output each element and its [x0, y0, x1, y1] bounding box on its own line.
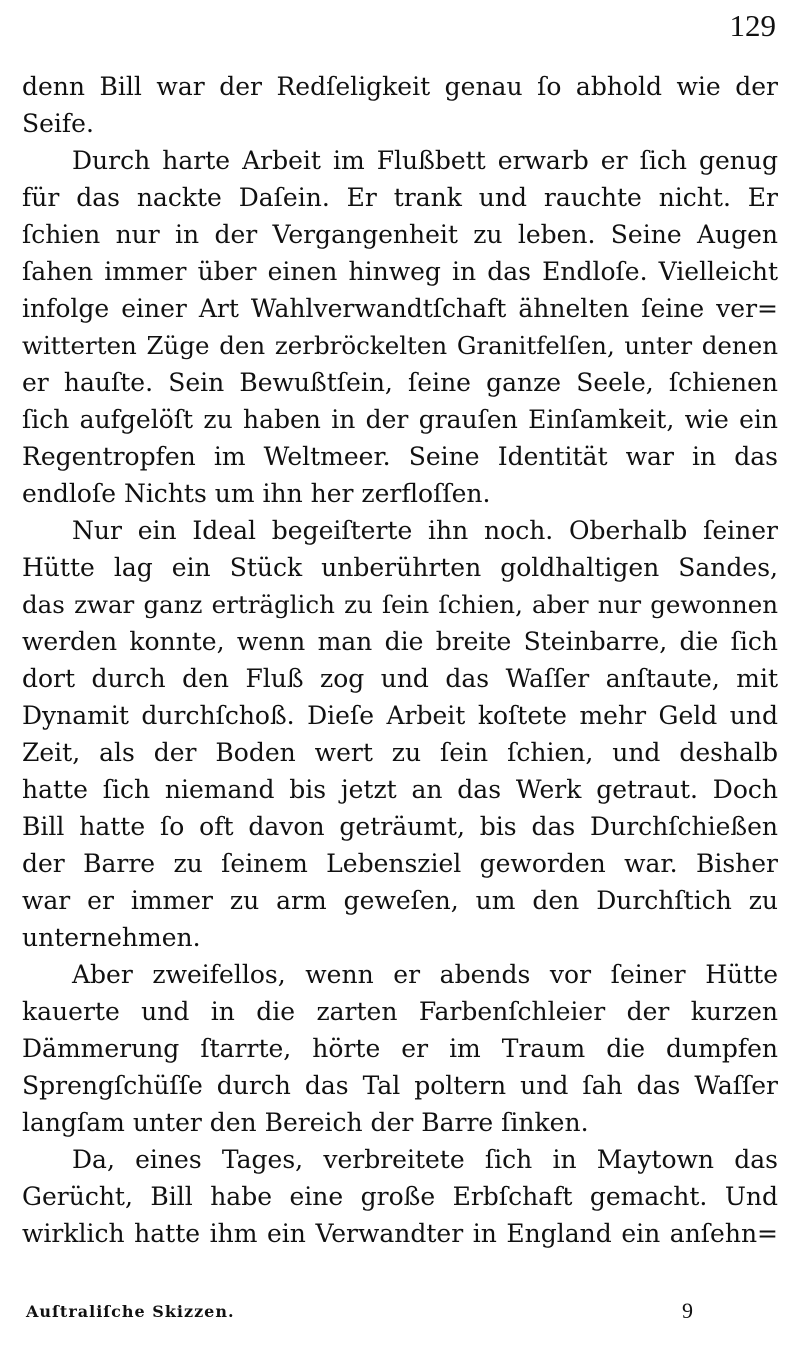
printer-signature: Auſtraliſche Skizzen.	[26, 1302, 235, 1321]
text-line: ſahen immer über einen hinweg in das Endloſe. Vielleicht	[22, 257, 778, 286]
text-line: Dämmerung ſtarrte, hörte er im Traum die dumpfen	[22, 1034, 778, 1063]
text-line: Sprengſchüſſe durch das Tal poltern und ſah das Waſſer	[22, 1071, 778, 1100]
text-line: Regentropfen im Weltmeer. Seine Identität war in das	[22, 442, 778, 471]
text-line: unternehmen.	[22, 923, 201, 952]
text-line: wirklich hatte ihm ein Verwandter in England ein anſehn=	[22, 1219, 778, 1248]
text-line: Da, eines Tages, verbreitete ſich in Maytown das	[72, 1145, 778, 1174]
body-text	[22, 68, 778, 1252]
text-line: Bill hatte ſo oft davon geträumt, bis das Durchſchießen	[22, 812, 778, 841]
text-line: langſam unter den Bereich der Barre ſinken.	[22, 1108, 589, 1137]
text-line: Dynamit durchſchoß. Dieſe Arbeit koſtete mehr Geld und	[22, 701, 778, 730]
text-line: Durch harte Arbeit im Flußbett erwarb er ſich genug	[72, 146, 778, 175]
text-line: endloſe Nichts um ihn her zerfloſſen.	[22, 479, 491, 508]
text-line: Nur ein Ideal begeiſterte ihn noch. Oberhalb ſeiner	[72, 516, 778, 545]
page-footer	[24, 1298, 776, 1328]
text-line: werden konnte, wenn man die breite Steinbarre, die ſich	[22, 627, 778, 656]
text-line: denn Bill war der Redſeligkeit genau ſo abhold wie der	[22, 72, 778, 101]
text-line: kauerte und in die zarten Farbenſchleier der kurzen	[22, 997, 778, 1026]
text-line: Gerücht, Bill habe eine große Erbſchaft gemacht. Und	[22, 1182, 778, 1211]
text-line: Hütte lag ein Stück unberührten goldhaltigen Sandes,	[22, 553, 778, 582]
text-line: witterten Züge den zerbröckelten Granitfelſen, unter denen	[22, 331, 778, 360]
text-line: ſich aufgelöſt zu haben in der grauſen Einſamkeit, wie ein	[22, 405, 778, 434]
sheet-number: 9	[682, 1298, 693, 1323]
text-line: Aber zweifellos, wenn er abends vor ſeiner Hütte	[72, 960, 778, 989]
text-line: dort durch den Fluß zog und das Waſſer anſtaute, mit	[22, 664, 778, 693]
text-line: Seife.	[22, 109, 94, 138]
text-line: war er immer zu arm geweſen, um den Durchſtich zu	[22, 886, 778, 915]
text-line: ſchien nur in der Vergangenheit zu leben. Seine Augen	[22, 220, 778, 249]
text-line: für das nackte Daſein. Er trank und rauchte nicht. Er	[22, 183, 778, 212]
text-line: das zwar ganz erträglich zu ſein ſchien, aber nur gewonnen	[22, 590, 778, 619]
text-line: der Barre zu ſeinem Lebensziel geworden war. Bisher	[22, 849, 778, 878]
page-number: 129	[729, 8, 776, 43]
text-line: hatte ſich niemand bis jetzt an das Werk getraut. Doch	[22, 775, 778, 804]
text-line: Zeit, als der Boden wert zu ſein ſchien, und deshalb	[22, 738, 778, 767]
text-line: er hauſte. Sein Bewußtſein, ſeine ganze Seele, ſchienen	[22, 368, 778, 397]
text-line: infolge einer Art Wahlverwandtſchaft ähnelten ſeine ver=	[22, 294, 778, 323]
